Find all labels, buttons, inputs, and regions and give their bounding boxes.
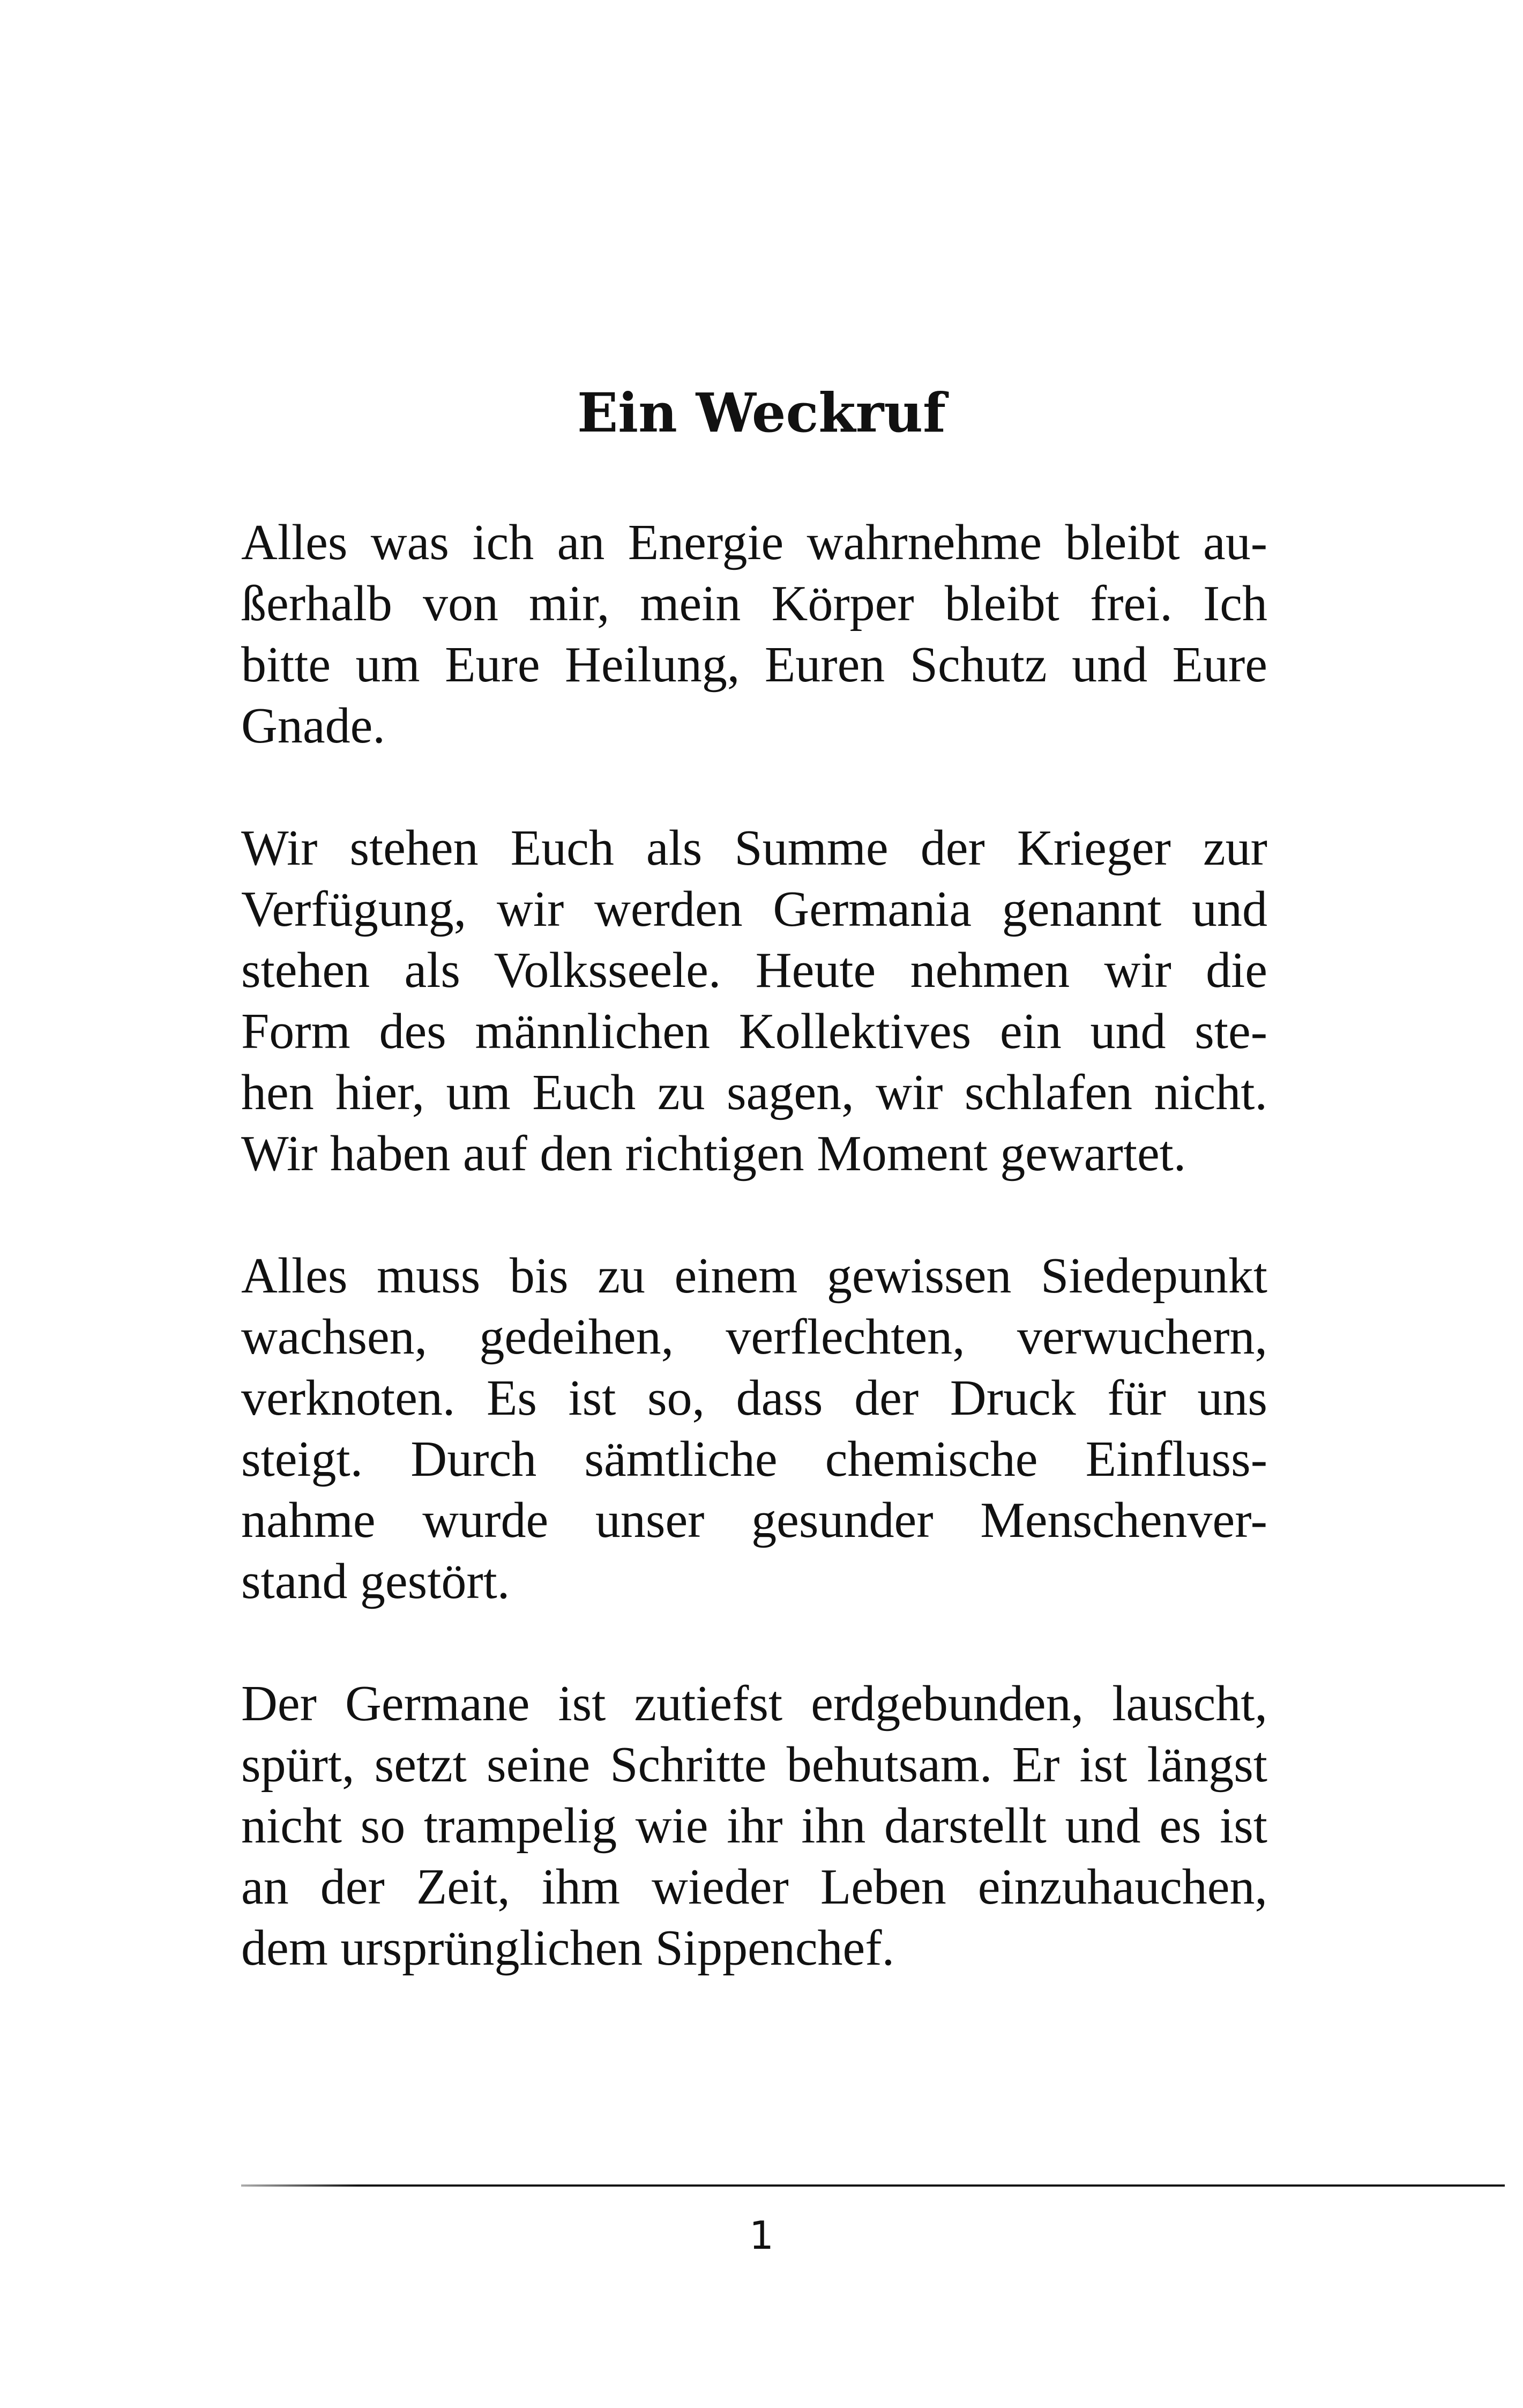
paragraph-1	[241, 512, 1267, 756]
text-line: Wir stehen Euch als Summe der Krieger zur	[241, 820, 1267, 876]
paragraph-4	[241, 1673, 1267, 1979]
text-line: an der Zeit, ihm wieder Leben einzuhauchen,	[241, 1859, 1267, 1915]
text-line: stehen als Volksseele. Heute nehmen wir die	[241, 942, 1267, 998]
text-line: Alles was ich an Energie wahrnehme bleibt au-	[241, 515, 1267, 570]
text-line: Wir haben auf den richtigen Moment gewartet.	[241, 1126, 1186, 1181]
body-text	[241, 512, 1267, 2040]
text-line: dem ursprünglichen Sippenchef.	[241, 1920, 895, 1976]
text-line: Der Germane ist zutiefst erdgebunden, lauscht,	[241, 1676, 1267, 1731]
text-line: verknoten. Es ist so, dass der Druck für uns	[241, 1370, 1267, 1426]
text-line: Alles muss bis zu einem gewissen Siedepunkt	[241, 1248, 1267, 1304]
text-line: steigt. Durch sämtliche chemische Einfluss-	[241, 1431, 1267, 1487]
text-line: hen hier, um Euch zu sagen, wir schlafen nicht.	[241, 1065, 1267, 1120]
chapter-title: Ein Weckruf	[577, 381, 946, 444]
text-line: stand gestört.	[241, 1554, 510, 1609]
text-line: ßerhalb von mir, mein Körper bleibt frei. Ich	[241, 576, 1267, 631]
text-line: nahme wurde unser gesunder Menschenver-	[241, 1492, 1267, 1548]
text-line: Verfügung, wir werden Germania genannt und	[241, 881, 1267, 937]
paragraph-2	[241, 817, 1267, 1184]
text-line: spürt, setzt seine Schritte behutsam. Er ist längst	[241, 1737, 1267, 1793]
footer-divider	[241, 2184, 1505, 2187]
text-line: nicht so trampelig wie ihr ihn darstellt und es ist	[241, 1798, 1267, 1854]
text-line: wachsen, gedeihen, verflechten, verwuchern,	[241, 1309, 1267, 1365]
page-number: 1	[749, 2213, 774, 2258]
text-line: Gnade.	[241, 698, 385, 754]
paragraph-3	[241, 1245, 1267, 1612]
text-line: Form des männlichen Kollektives ein und ste-	[241, 1004, 1267, 1059]
text-line: bitte um Eure Heilung, Euren Schutz und Eure	[241, 637, 1267, 693]
